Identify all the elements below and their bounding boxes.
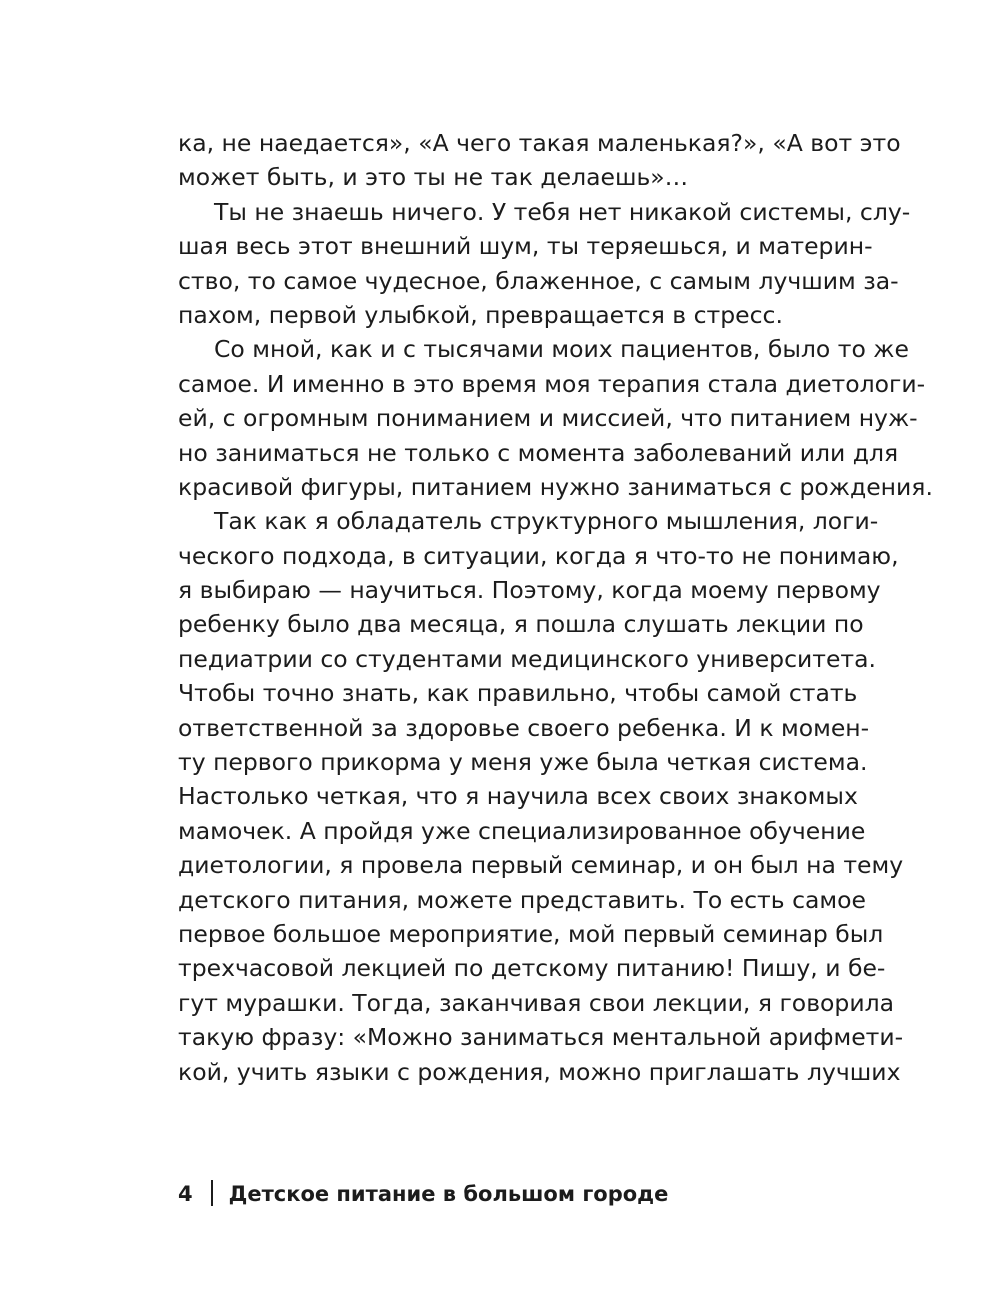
running-title: Детское питание в большом городе bbox=[228, 1182, 669, 1206]
text-line: кой, учить языки с рождения, можно приглашать лучших bbox=[178, 1057, 901, 1086]
text-line: ту первого прикорма у меня уже была четкая система. bbox=[178, 748, 868, 777]
text-line: но заниматься не только с момента заболеваний или для bbox=[178, 438, 899, 467]
text-line: Ты не знаешь ничего. У тебя нет никакой системы, слу- bbox=[214, 197, 911, 226]
text-line: гут мурашки. Тогда, заканчивая свои лекции, я говорила bbox=[178, 988, 895, 1017]
text-line: ответственной за здоровье своего ребенка. И к момен- bbox=[178, 713, 870, 742]
text-line: Чтобы точно знать, как правильно, чтобы самой стать bbox=[178, 679, 858, 708]
body-text bbox=[178, 126, 933, 1089]
text-line: ка, не наедается», «А чего такая маленькая?», «А вот это bbox=[178, 129, 901, 157]
page-footer bbox=[178, 1180, 668, 1208]
page-number: 4 bbox=[178, 1182, 193, 1206]
text-line: может быть, и это ты не так делаешь»… bbox=[178, 163, 689, 192]
text-line: Настолько четкая, что я научила всех своих знакомых bbox=[178, 782, 858, 811]
text-line: я выбираю — научиться. Поэтому, когда моему первому bbox=[178, 576, 881, 605]
text-line: ребенку было два месяца, я пошла слушать лекции по bbox=[178, 610, 864, 639]
text-line: пахом, первой улыбкой, превращается в стресс. bbox=[178, 300, 783, 329]
footer-divider bbox=[211, 1180, 213, 1206]
text-line: такую фразу: «Можно заниматься ментальной арифмети- bbox=[178, 1023, 904, 1052]
text-line: Со мной, как и с тысячами моих пациентов, было то же bbox=[214, 335, 909, 364]
text-line: ей, с огромным пониманием и миссией, что питанием нуж- bbox=[178, 404, 918, 433]
text-line: ство, то самое чудесное, блаженное, с самым лучшим за- bbox=[178, 266, 899, 295]
text-line: мамочек. А пройдя уже специализированное обучение bbox=[178, 816, 866, 845]
text-line: красивой фигуры, питанием нужно заниматься с рождения. bbox=[178, 472, 933, 501]
text-line: педиатрии со студентами медицинского университета. bbox=[178, 644, 876, 673]
text-line: первое большое мероприятие, мой первый семинар был bbox=[178, 919, 884, 948]
text-line: диетологии, я провела первый семинар, и он был на тему bbox=[178, 851, 904, 880]
text-line: трехчасовой лекцией по детскому питанию! Пишу, и бе- bbox=[178, 954, 886, 983]
text-line: ческого подхода, в ситуации, когда я что-то не понимаю, bbox=[178, 541, 899, 570]
text-line: детского питания, можете представить. То есть самое bbox=[178, 885, 866, 914]
text-line: Так как я обладатель структурного мышления, логи- bbox=[214, 507, 879, 536]
text-line: шая весь этот внешний шум, ты теряешься, и материн- bbox=[178, 232, 873, 261]
text-line: самое. И именно в это время моя терапия стала диетологи- bbox=[178, 369, 926, 398]
